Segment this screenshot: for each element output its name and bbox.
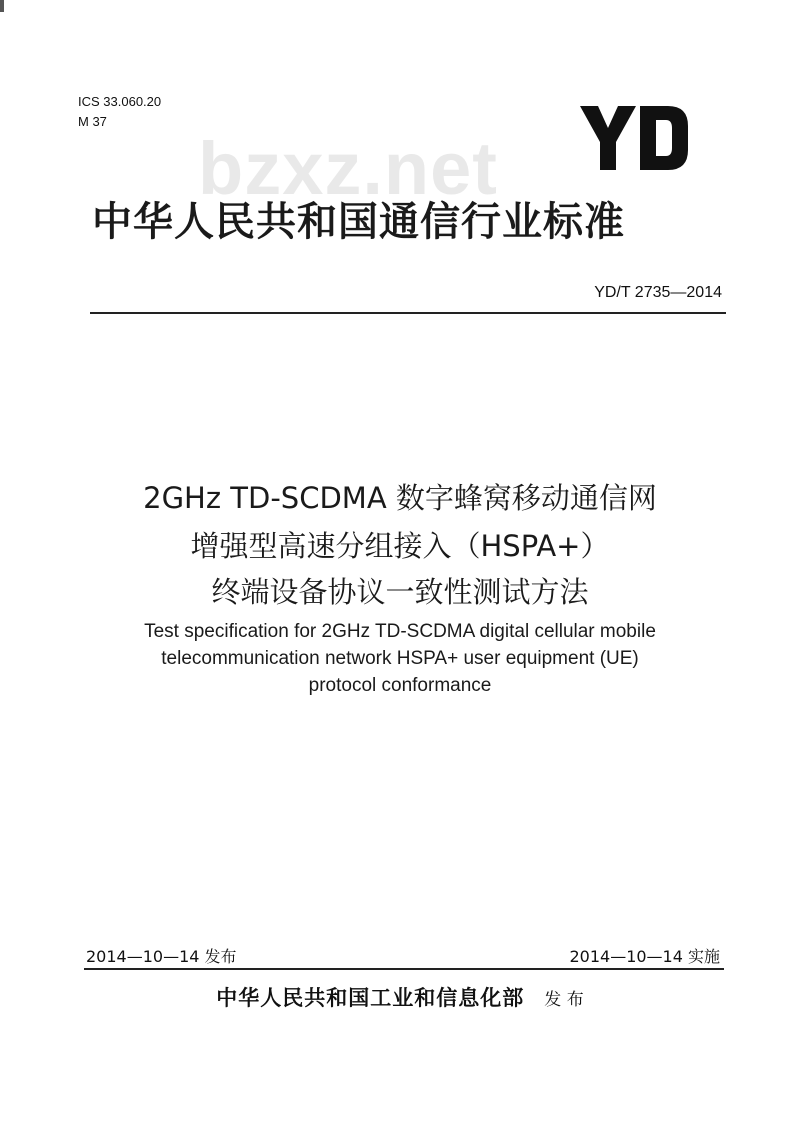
title-en-line-1: Test specification for 2GHz TD-SCDMA digital cellular mobile — [144, 621, 656, 642]
classification-code: M 37 — [78, 114, 107, 129]
title-cn-line-2: 增强型高速分组接入（HSPA+） — [190, 529, 610, 563]
title-en-line-3: protocol conformance — [308, 675, 492, 696]
title-cn-line-1: 2GHz TD-SCDMA 数字蜂窝移动通信网 — [143, 481, 657, 515]
publisher-suffix: 发 布 — [544, 990, 584, 1010]
implementation-date: 2014—10—14 实施 — [569, 947, 720, 966]
yd-logo — [580, 106, 688, 170]
watermark: bzxz.net — [198, 127, 498, 210]
standard-number: YD/T 2735—2014 — [594, 284, 722, 301]
title-cn-line-3: 终端设备协议一致性测试方法 — [211, 575, 589, 609]
ics-code: ICS 33.060.20 — [78, 94, 162, 109]
publisher: 中华人民共和国工业和信息化部 — [216, 985, 525, 1010]
header-divider — [90, 312, 726, 314]
scan-corner-mark — [0, 0, 4, 12]
title-en-line-2: telecommunication network HSPA+ user equipment (UE) — [161, 648, 639, 669]
standard-category: 中华人民共和国通信行业标准 — [92, 199, 625, 245]
publisher-line — [0, 982, 800, 1012]
issue-date: 2014—10—14 发布 — [86, 947, 237, 966]
footer-divider — [84, 968, 724, 970]
